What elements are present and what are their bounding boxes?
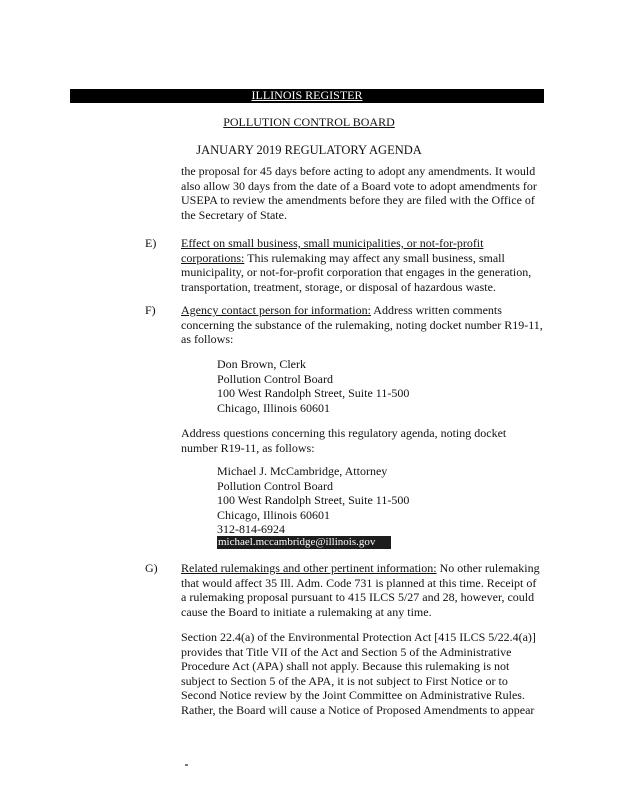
section-f-heading: Agency contact person for information: [181,303,371,317]
agency-title: POLLUTION CONTROL BOARD [223,115,395,129]
section-g-label: G) [145,561,158,575]
section-g-body [181,561,544,619]
address-line: Don Brown, Clerk [217,357,306,371]
agenda-title: JANUARY 2019 REGULATORY AGENDA [196,143,422,157]
section-f-text: Address written comments concerning the substance of the rulemaking, noting docket number R19-11, as follows: [181,303,543,346]
address-line: 100 West Randolph Street, Suite 11-500 [217,386,410,400]
address-line: Pollution Control Board [217,478,334,493]
section-e-text: This rulemaking may affect any small business, small municipality, or not-for-profit corporation that engages in the generation, transportation, treatment, storage, or disposal of hazardous waste. [181,250,532,294]
address-line: 100 West Randolph Street, Suite 11-500 [217,493,410,507]
section-e-body [181,236,544,294]
section-g-paragraph-2: Section 22.4(a) of the Environmental Protection Act [415 ILCS 5/22.4(a)] provides that Title VII of the Act and Section 5 of the Administrative Procedure Act (APA) shall not apply. Because this rulemaking is not subject to Section 5 of the APA, it is not subject to First Notice or to Second Notice review by the Joint Committee on Administrative Rules. Rather, the Board will cause a Notice of Proposed Amendments to appear [181,630,536,717]
address-line: Chicago, Illinois 60601 [217,400,330,415]
email-link[interactable] [217,536,391,549]
scan-mark [185,764,188,766]
section-f-label: F) [145,303,156,317]
section-e-label: E) [145,236,157,250]
address-line: Chicago, Illinois 60601 [217,507,330,522]
intro-paragraph: the proposal for 45 days before acting to adopt any amendments. It would also allow 30 days from the date of a Board vote to adopt amendments for USEPA to review the amendments before they are filed with the Office of the Secretary of State. [181,164,537,222]
register-title: ILLINOIS REGISTER [251,88,363,102]
section-g-heading: Related rulemakings and other pertinent information: [181,561,437,575]
section-f-body [181,303,544,347]
address-line: Michael J. McCambridge, Attorney [217,464,388,478]
section-g-text: No other rulemaking that would affect 35 Ill. Adm. Code 731 is planned at this time. Receipt of a rulemaking proposal pursuant to 415 ILCS 5/27 and 28, however, could cause the Board to initiate a rulemaking at any time. [181,561,540,619]
attorney-address [217,464,409,537]
questions-paragraph: Address questions concerning this regulatory agenda, noting docket number R19-11, as follows: [181,426,507,455]
email-text[interactable]: michael.mccambridge@illinois.gov [217,536,391,549]
section-e-heading: Effect on small business, small municipalities, or not-for-profit corporations: [181,236,484,265]
clerk-address [217,357,409,415]
phone-number: 312-814-6924 [217,522,285,536]
address-line: Pollution Control Board [217,371,334,386]
